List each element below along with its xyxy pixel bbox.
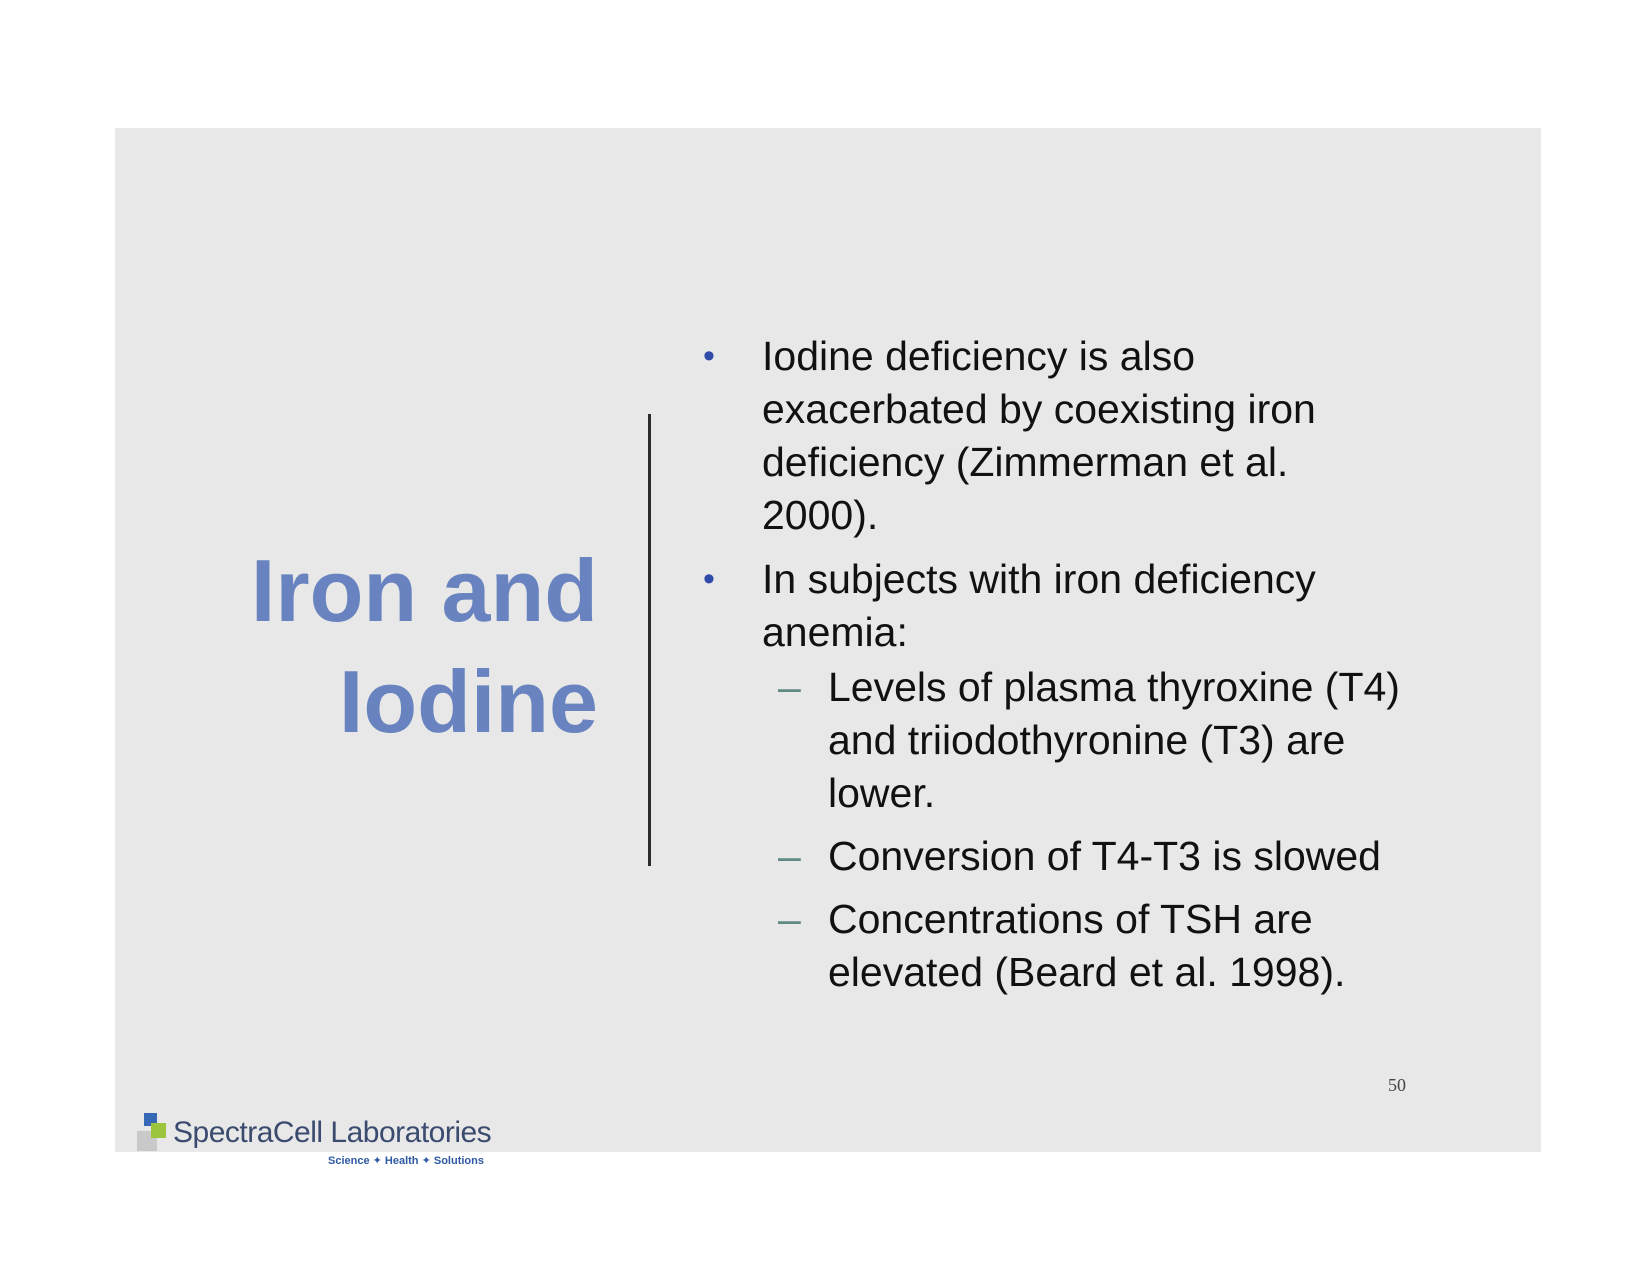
sub-bullet-item — [700, 661, 1478, 820]
bullet-marker: • — [703, 337, 715, 375]
dash-marker: – — [778, 664, 801, 710]
sub-bullet-item — [700, 893, 1478, 999]
sub-bullet-text: Conversion of T4-T3 is slowed — [828, 833, 1381, 879]
sub-bullet-item — [700, 830, 1478, 883]
sub-bullet-text: Concentrations of TSH are elevated (Beard et al. 1998). — [828, 896, 1346, 995]
bullet-list — [700, 330, 1500, 1009]
bullet-marker: • — [703, 560, 715, 598]
title-line-1: Iron and — [250, 541, 598, 640]
logo-squares-icon — [137, 1110, 169, 1154]
bullet-text: In subjects with iron deficiency anemia: — [762, 556, 1316, 655]
sub-bullet-text: Levels of plasma thyroxine (T4) and triiodothyronine (T3) are lower. — [828, 664, 1400, 816]
page-number: 50 — [1388, 1075, 1406, 1095]
bullet-item — [700, 330, 1500, 542]
logo-tagline: Science ✦ Health ✦ Solutions — [328, 1155, 484, 1167]
title-line-2: Iodine — [338, 652, 598, 751]
logo-name: SpectraCell Laboratories — [173, 1116, 492, 1149]
slide-title — [115, 535, 598, 757]
dash-marker: – — [778, 896, 801, 942]
bullet-item — [700, 553, 1500, 659]
company-logo — [137, 1110, 497, 1170]
dash-marker: – — [778, 833, 801, 879]
bullet-text: Iodine deficiency is also exacerbated by coexisting iron deficiency (Zimmerman et al. 2000). — [762, 333, 1316, 538]
vertical-divider — [648, 414, 651, 866]
